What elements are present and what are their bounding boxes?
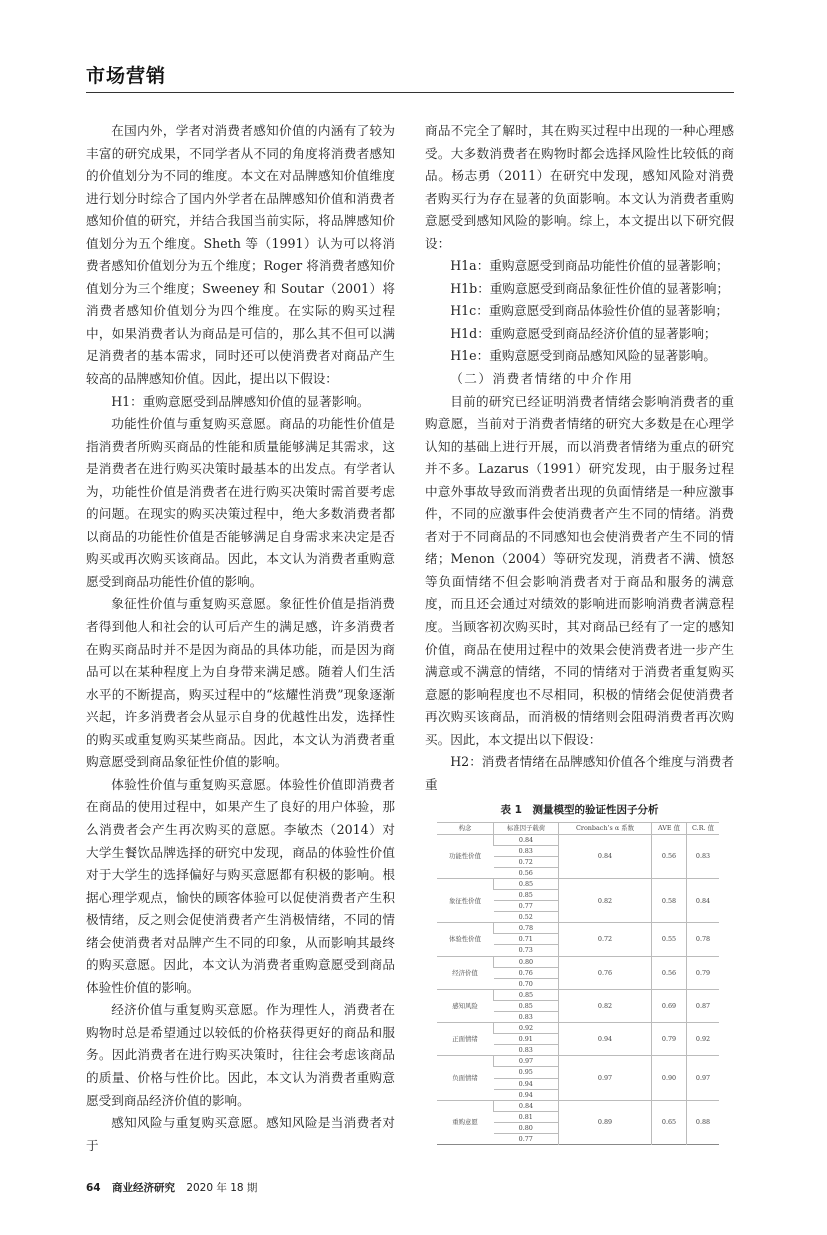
cr-cell: 0.87 xyxy=(687,989,720,1022)
paragraph: 功能性价值与重复购买意愿。商品的功能性价值是指消费者所购买商品的性能和质量能够满足其需求，这是消费者在进行购买决策时最基本的出发点。有学者认为，功能性价值是消费者在进行购买决策时需首要考虑的问题。在现实的购买决策过程中，绝大多数消费者都以商品的功能性价值是否能够满足自身需求来决定是否购买或再次购买该商品。因此，本文认为消费者重购意愿受到商品功能性价值的影响。 xyxy=(86,416,395,589)
cr-cell: 0.79 xyxy=(687,956,720,989)
construct-cell: 负面情绪 xyxy=(437,1056,494,1100)
loading-cell: 0.84 xyxy=(494,834,559,845)
loading-cell: 0.71 xyxy=(494,934,559,945)
columns xyxy=(86,120,734,1157)
alpha-cell: 0.94 xyxy=(559,1023,652,1056)
loading-cell: 0.80 xyxy=(494,956,559,967)
paragraph: 体验性价值与重复购买意愿。体验性价值即消费者在商品的使用过程中，如果产生了良好的用户体验，那么消费者会产生再次购买的意愿。李敏杰（2014）对大学生餐饮品牌选择的研究中发现，商品的体验性价值对于大学生的选择偏好与购买意愿都有积极的影响。根据心理学观点，愉快的顾客体验可以促使消费者产生积极情绪，反之则会促使消费者产生消极情绪，不同的情绪会使消费者对品牌产生不同的印象，从而影响其最终的购买意愿。因此，本文认为消费者重购意愿受到商品体验性价值的影响。 xyxy=(86,776,395,995)
cr-cell: 0.97 xyxy=(687,1056,720,1100)
loading-cell: 0.92 xyxy=(494,1023,559,1034)
ave-cell: 0.79 xyxy=(652,1023,687,1056)
loading-cell: 0.85 xyxy=(494,878,559,889)
alpha-cell: 0.97 xyxy=(559,1056,652,1100)
hypothesis: H1e：重购意愿受到商品感知风险的显著影响。 xyxy=(450,348,716,364)
cr-cell: 0.88 xyxy=(687,1100,720,1144)
loading-cell: 0.95 xyxy=(494,1067,559,1078)
alpha-cell: 0.72 xyxy=(559,923,652,956)
ave-cell: 0.58 xyxy=(652,878,687,922)
loading-cell: 0.83 xyxy=(494,1012,559,1023)
paragraph: 经济价值与重复购买意愿。作为理性人，消费者在购物时总是希望通过以较低的价格获得更好的商品和服务。因此消费者在进行购买决策时，往往会考虑该商品的质量、价格与性价比。因此，本文认为消费者重购意愿受到商品经济价值的影响。 xyxy=(86,1002,395,1108)
ave-cell: 0.56 xyxy=(652,834,687,878)
loading-cell: 0.85 xyxy=(494,989,559,1000)
construct-cell: 功能性价值 xyxy=(437,834,494,878)
loading-cell: 0.70 xyxy=(494,978,559,989)
loading-cell: 0.85 xyxy=(494,1000,559,1011)
table-header-row xyxy=(437,823,719,834)
table-row xyxy=(437,956,719,967)
cfa-table xyxy=(437,822,719,1145)
table-row xyxy=(437,1056,719,1067)
construct-cell: 感知风险 xyxy=(437,989,494,1022)
loading-cell: 0.56 xyxy=(494,867,559,878)
ave-cell: 0.55 xyxy=(652,923,687,956)
loading-cell: 0.77 xyxy=(494,1134,559,1145)
loading-cell: 0.94 xyxy=(494,1089,559,1100)
construct-cell: 象征性价值 xyxy=(437,878,494,922)
ave-cell: 0.69 xyxy=(652,989,687,1022)
ave-cell: 0.56 xyxy=(652,956,687,989)
paragraph: 目前的研究已经证明消费者情绪会影响消费者的重购意愿，当前对于消费者情绪的研究大多数是在心理学认知的基础上进行开展，而以消费者情绪为重点的研究并不多。Lazarus（1991）研究发现，由于服务过程中意外事故导致而消费者出现的负面情绪是一种应激事件，不同的应激事件会使消费者产生不同的情绪。消费者对于不同商品的不同感知也会使消费者产生不同的情绪；Menon（2004）等研究发现，消费者不满、愤怒等负面情绪不但会影响消费者对于商品和服务的满意度，而且还会通过对绩效的影响进而影响消费者满意程度。当顾客初次购买时，其对商品已经有了一定的感知价值，商品在使用过程中的效果会使消费者进一步产生满意或不满意的情绪，不同的情绪对于消费者重复购买意愿的影响程度也不尽相同，积极的情绪会促使消费者再次购买该商品，而消极的情绪则会阻碍消费者再次购买。因此，本文提出以下假设： xyxy=(425,393,734,747)
ave-cell: 0.65 xyxy=(652,1100,687,1144)
loading-cell: 0.83 xyxy=(494,1045,559,1056)
table-row xyxy=(437,1100,719,1111)
cr-cell: 0.92 xyxy=(687,1023,720,1056)
loading-cell: 0.84 xyxy=(494,1100,559,1111)
alpha-cell: 0.76 xyxy=(559,956,652,989)
loading-cell: 0.81 xyxy=(494,1111,559,1122)
alpha-cell: 0.82 xyxy=(559,989,652,1022)
table-row xyxy=(437,1023,719,1034)
loading-cell: 0.52 xyxy=(494,912,559,923)
loading-cell: 0.97 xyxy=(494,1056,559,1067)
cr-cell: 0.84 xyxy=(687,878,720,922)
loading-cell: 0.78 xyxy=(494,923,559,934)
loading-cell: 0.77 xyxy=(494,901,559,912)
ave-cell: 0.90 xyxy=(652,1056,687,1100)
cr-cell: 0.78 xyxy=(687,923,720,956)
subheading: （二）消费者情绪的中介作用 xyxy=(450,371,634,387)
loading-cell: 0.83 xyxy=(494,845,559,856)
paragraph: 商品不完全了解时，其在购买过程中出现的一种心理感受。大多数消费者在购物时都会选择风险性比较低的商品。杨志勇（2011）在研究中发现，感知风险对消费者购买行为存在显著的负面影响。本文认为消费者重购意愿受到感知风险的影响。综上，本文提出以下研究假设： xyxy=(425,123,734,251)
hypothesis: H1c：重购意愿受到商品体验性价值的显著影响； xyxy=(450,303,729,319)
table-row xyxy=(437,989,719,1000)
header-cell: 构念 xyxy=(437,823,494,834)
header-cell: 标准因子载荷 xyxy=(494,823,559,834)
left-column xyxy=(86,120,395,1157)
hypothesis: H1d：重购意愿受到商品经济价值的显著影响； xyxy=(450,325,717,341)
construct-cell: 经济价值 xyxy=(437,956,494,989)
section-title: 市场营销 xyxy=(86,65,167,87)
paragraph: 在国内外，学者对消费者感知价值的内涵有了较为丰富的研究成果，不同学者从不同的角度将消费者感知的价值划分为不同的维度。本文在对品牌感知价值维度进行划分时综合了国内外学者在品牌感知价值和消费者感知价值的研究，并结合我国当前实际，将品牌感知价值划分为五个维度。Sheth 等（1991）认为可以将消费者感知价值划分为五个维度；Roger 将消费者感知价值划分为三个维度；Sweeney 和 Soutar（2001）将消费者感知价值划分为四个维度。在实际的购买过程中，如果消费者认为商品是可信的，那么其不但可以满足消费者的基本需求，同时还可以使消费者对商品产生较高的品牌感知价值。因此，提出以下假设： xyxy=(86,123,395,387)
hypothesis-h1: H1：重购意愿受到品牌感知价值的显著影响。 xyxy=(111,393,370,409)
table-title: 表 1 测量模型的验证性因子分析 xyxy=(500,804,659,817)
alpha-cell: 0.84 xyxy=(559,834,652,878)
header-cell: C.R. 值 xyxy=(687,823,720,834)
loading-cell: 0.72 xyxy=(494,856,559,867)
page-number: 64 xyxy=(86,1182,101,1195)
journal-name: 商业经济研究 xyxy=(111,1182,175,1195)
page-footer xyxy=(86,1181,734,1195)
cr-cell: 0.83 xyxy=(687,834,720,878)
alpha-cell: 0.89 xyxy=(559,1100,652,1144)
hypothesis: H1a：重购意愿受到商品功能性价值的显著影响； xyxy=(450,258,729,274)
hypothesis: H1b：重购意愿受到商品象征性价值的显著影响； xyxy=(450,280,730,296)
header-cell: Cronbach’s α 系数 xyxy=(559,823,652,834)
construct-cell: 重购意愿 xyxy=(437,1100,494,1144)
issue: 2020 年 18 期 xyxy=(186,1182,258,1195)
loading-cell: 0.73 xyxy=(494,945,559,956)
loading-cell: 0.94 xyxy=(494,1078,559,1089)
loading-cell: 0.91 xyxy=(494,1034,559,1045)
header-rule xyxy=(86,92,734,93)
table-row xyxy=(437,923,719,934)
loading-cell: 0.80 xyxy=(494,1122,559,1133)
right-column xyxy=(425,120,734,1157)
paragraph: 感知风险与重复购买意愿。感知风险是当消费者对于 xyxy=(86,1115,395,1153)
construct-cell: 体验性价值 xyxy=(437,923,494,956)
table-row xyxy=(437,878,719,889)
alpha-cell: 0.82 xyxy=(559,878,652,922)
construct-cell: 正面情绪 xyxy=(437,1023,494,1056)
loading-cell: 0.85 xyxy=(494,889,559,900)
hypothesis-h2: H2：消费者情绪在品牌感知价值各个维度与消费者重 xyxy=(425,754,734,792)
paragraph: 象征性价值与重复购买意愿。象征性价值是指消费者得到他人和社会的认可后产生的满足感，许多消费者在购买商品时并不是因为商品的具体功能，而是因为商品可以在某种程度上为自身带来满足感。随着人们生活水平的不断提高，购买过程中的“炫耀性消费”现象逐渐兴起，许多消费者会从显示自身的优越性出发，选择性的购买或重复购买某些商品。因此，本文认为消费者重购意愿受到商品象征性价值的影响。 xyxy=(86,596,395,770)
header-cell: AVE 值 xyxy=(652,823,687,834)
loading-cell: 0.76 xyxy=(494,967,559,978)
table-row xyxy=(437,834,719,845)
